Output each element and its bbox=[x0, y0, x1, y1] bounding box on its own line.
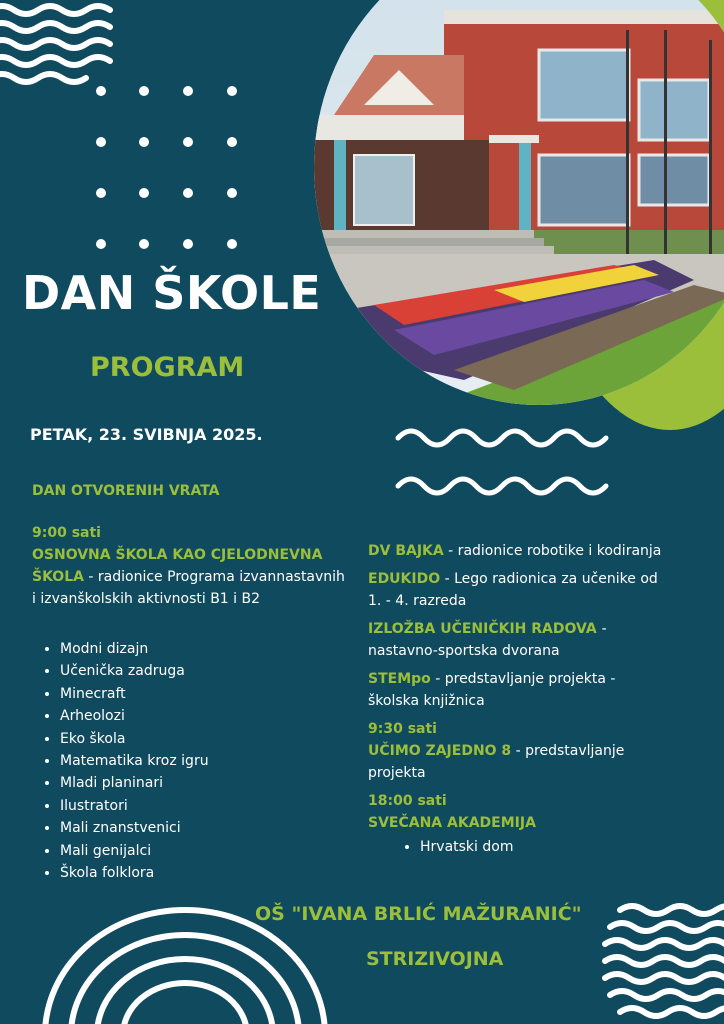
list-item: • Učenička zadruga bbox=[60, 660, 352, 682]
school-photo bbox=[314, 0, 724, 405]
list-item: • Arheolozi bbox=[60, 705, 352, 727]
list-item: • Matematika kroz igru bbox=[60, 750, 352, 772]
all-day-school-block bbox=[32, 544, 352, 610]
right-column bbox=[368, 540, 668, 858]
time-9-00: 9:00 sati bbox=[32, 525, 101, 541]
list-item: • Mladi planinari bbox=[60, 772, 352, 794]
dot-grid bbox=[90, 80, 250, 255]
list-item: • Modni dizajn bbox=[60, 638, 352, 660]
all-day-school-description: - radionice Programa izvannastavnih i izvanškolskih aktivnosti B1 i B2 bbox=[32, 569, 345, 607]
list-item: • Minecraft bbox=[60, 683, 352, 705]
program-item-name: UČIMO ZAJEDNO 8 bbox=[368, 743, 512, 759]
open-day-heading: DAN OTVORENIH VRATA bbox=[32, 483, 220, 499]
left-column bbox=[32, 522, 352, 884]
venue-list bbox=[368, 836, 668, 858]
list-item: • Ilustratori bbox=[60, 795, 352, 817]
program-item-name: DV BAJKA bbox=[368, 543, 444, 559]
school-building-illustration bbox=[314, 0, 724, 405]
school-place: STRIZIVOJNA bbox=[366, 948, 504, 970]
program-item-text: - predstavljanje projekta - školska knjižnica bbox=[368, 671, 616, 709]
program-heading: PROGRAM bbox=[90, 352, 245, 383]
list-item: • Mali genijalci bbox=[60, 840, 352, 862]
program-item-name: EDUKIDO bbox=[368, 571, 441, 587]
program-item bbox=[368, 568, 668, 612]
program-item bbox=[368, 668, 668, 712]
wave-lines-right bbox=[394, 420, 614, 502]
program-item-text: - predstavljanje projekta bbox=[368, 743, 625, 781]
program-item-name: IZLOŽBA UČENIČKIH RADOVA bbox=[368, 621, 602, 637]
program-item-name: STEMpo bbox=[368, 671, 431, 687]
event-date: PETAK, 23. SVIBNJA 2025. bbox=[30, 425, 263, 444]
program-item-text: - radionice robotike i kodiranja bbox=[443, 543, 662, 559]
time-9-30: 9:30 sati bbox=[368, 721, 437, 737]
list-item: • Hrvatski dom bbox=[420, 836, 668, 858]
time-18-00: 18:00 sati bbox=[368, 793, 447, 809]
list-item: • Mali znanstvenici bbox=[60, 817, 352, 839]
all-day-school-title: OSNOVNA ŠKOLA KAO CJELODNEVNA ŠKOLA bbox=[32, 547, 323, 585]
program-item-text: - Lego radionica za učenike od 1. - 4. razreda bbox=[368, 571, 658, 609]
list-item: • Eko škola bbox=[60, 728, 352, 750]
program-item bbox=[368, 540, 668, 562]
wave-pattern-bottom-right bbox=[600, 900, 724, 1024]
program-item-text: - nastavno-sportska dvorana bbox=[368, 621, 607, 659]
program-item bbox=[368, 618, 668, 662]
program-item bbox=[368, 740, 668, 784]
ceremony-title: SVEČANA AKADEMIJA bbox=[368, 815, 536, 831]
poster-title: DAN ŠKOLE bbox=[22, 266, 322, 320]
workshop-list bbox=[32, 638, 352, 884]
school-name: OŠ "IVANA BRLIĆ MAŽURANIĆ" bbox=[255, 903, 582, 925]
list-item: • Škola folklora bbox=[60, 862, 352, 884]
